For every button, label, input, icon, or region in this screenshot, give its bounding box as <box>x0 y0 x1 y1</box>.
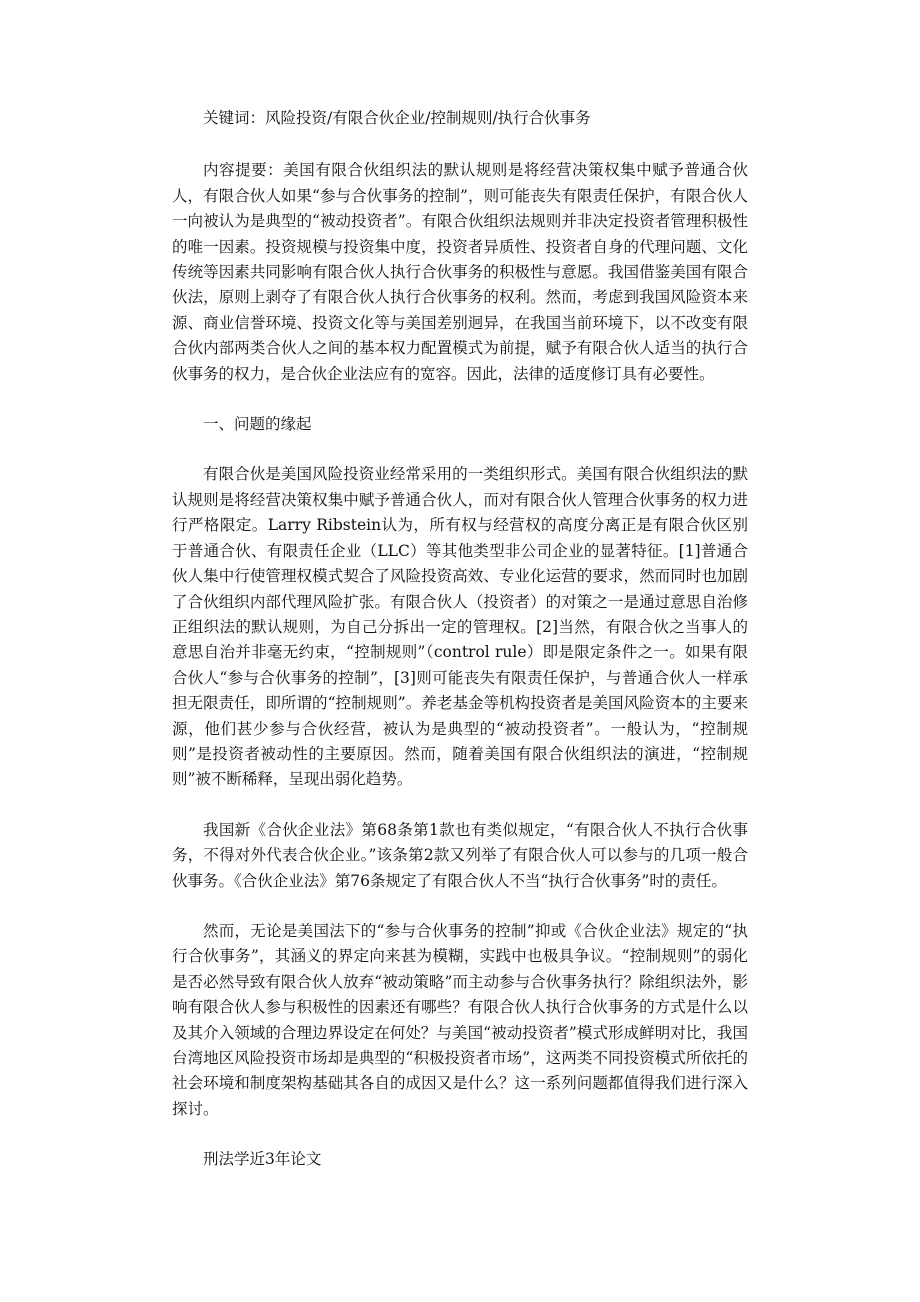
abstract-paragraph: 内容提要：美国有限合伙组织法的默认规则是将经营决策权集中赋予普通合伙人，有限合伙人如果“参与合伙事务的控制”，则可能丧失有限责任保护，有限合伙人一向被认为是典型的“被动投资者”。有限合伙组织法规则并非决定投资者管理积极性的唯一因素。投资规模与投资集中度，投资者异质性、投资者自身的代理问题、文化传统等因素共同影响有限合伙人执行合伙事务的积极性与意愿。我国借鉴美国有限合伙法，原则上剥夺了有限合伙人执行合伙事务的权利。然而，考虑到我国风险资本来源、商业信誉环境、投资文化等与美国差别迥异，在我国当前环境下，以不改变有限合伙内部两类合伙人之间的基本权力配置模式为前提，赋予有限合伙人适当的执行合伙事务的权力，是合伙企业法应有的宽容。因此，法律的适度修订具有必要性。 <box>172 161 748 383</box>
footer-line: 刑法学近3年论文 <box>203 1150 322 1169</box>
document-body <box>172 106 748 1173</box>
keywords-line: 关键词：风险投资/有限合伙企业/控制规则/执行合伙事务 <box>203 109 591 127</box>
body-paragraph-1: 有限合伙是美国风险投资业经常采用的一类组织形式。美国有限合伙组织法的默认规则是将经营决策权集中赋予普通合伙人，而对有限合伙人管理合伙事务的权力进行严格限定。Larry Ribstein认为，所有权与经营权的高度分离正是有限合伙区别于普通合伙、有限责任企业（LLC）等其他类型非公司企业的显著特征。[1]普通合伙人集中行使管理权模式契合了风险投资高效、专业化运营的要求，然而同时也加剧了合伙组织内部代理风险扩张。有限合伙人（投资者）的对策之一是通过意思自治修正组织法的默认规则，为自己分拆出一定的管理权。[2]当然，有限合伙之当事人的意思自治并非毫无约束，“控制规则”（control rule）即是限定条件之一。如果有限合伙人“参与合伙事务的控制”，[3]则可能丧失有限责任保护，与普通合伙人一样承担无限责任，即所谓的“控制规则”。养老基金等机构投资者是美国风险资本的主要来源，他们甚少参与合伙经营，被认为是典型的“被动投资者”。一般认为，“控制规则”是投资者被动性的主要原因。然而，随着美国有限合伙组织法的演进，“控制规则”被不断稀释，呈现出弱化趋势。 <box>172 465 748 789</box>
body-paragraph-2: 我国新《合伙企业法》第68条第1款也有类似规定，“有限合伙人不执行合伙事务，不得对外代表合伙企业。”该条第2款又列举了有限合伙人可以参与的几项一般合伙事务。《合伙企业法》第76条规定了有限合伙人不当“执行合伙事务”时的责任。 <box>172 820 748 890</box>
body-paragraph-3: 然而，无论是美国法下的“参与合伙事务的控制”抑或《合伙企业法》规定的“执行合伙事务”，其涵义的界定向来甚为模糊，实践中也极具争议。“控制规则”的弱化是否必然导致有限合伙人放弃“被动策略”而主动参与合伙事务执行？除组织法外，影响有限合伙人参与积极性的因素还有哪些？有限合伙人执行合伙事务的方式是什么以及其介入领域的合理边界设定在何处？与美国“被动投资者”模式形成鲜明对比，我国台湾地区风险投资市场却是典型的“积极投资者市场”，这两类不同投资模式所依托的社会环境和制度架构基础其各自的成因又是什么？这一系列问题都值得我们进行深入探讨。 <box>172 921 748 1118</box>
section-heading: 一、问题的缘起 <box>203 415 312 434</box>
